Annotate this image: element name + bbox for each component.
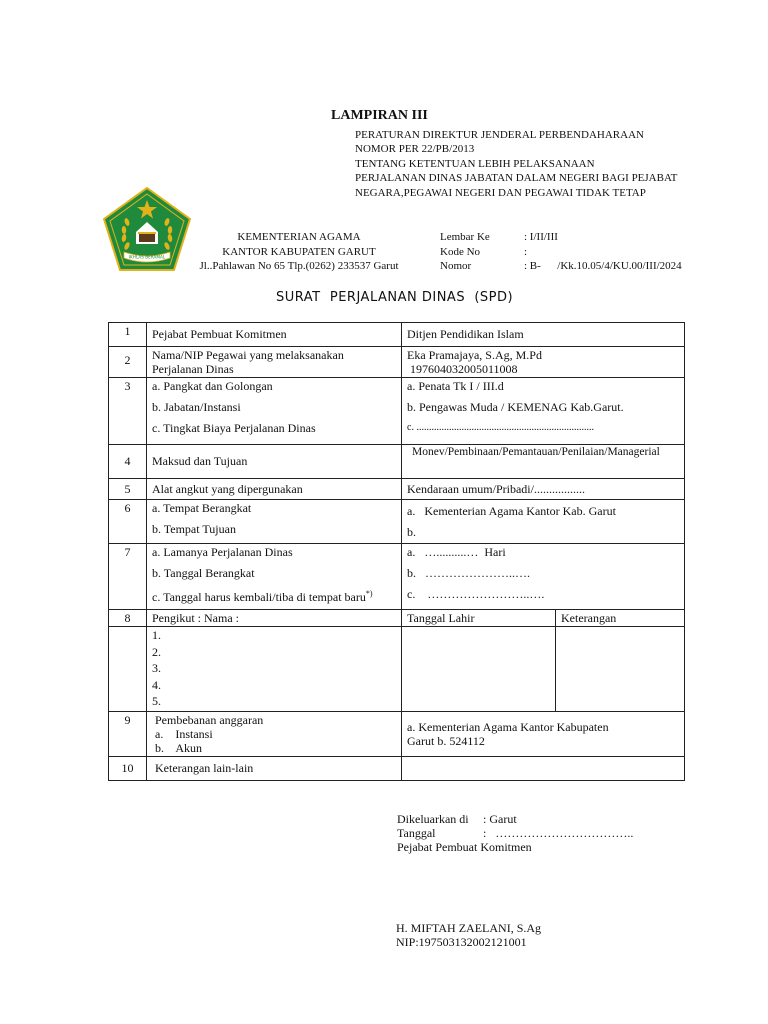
table-row	[109, 479, 685, 500]
table-row	[109, 323, 685, 347]
row-number: 5	[109, 479, 147, 500]
row-value: Kendaraan umum/Pribadi/.................	[402, 479, 685, 500]
signer-nip: NIP:197503132002121001	[396, 935, 527, 949]
regulation-line: NOMOR PER 22/PB/2013	[355, 143, 475, 156]
row-label	[147, 347, 402, 378]
label-text: c. Tanggal harus kembali/tiba di tempat baru	[152, 590, 366, 604]
label-line: b. Tempat Tujuan	[152, 522, 236, 536]
row-value	[402, 711, 685, 756]
label-line: b. Jabatan/Instansi	[152, 400, 241, 414]
issued-value: : ……………………………..	[483, 826, 634, 840]
institution-name: KEMENTERIAN AGAMA	[237, 231, 361, 243]
issued-row	[397, 826, 697, 840]
label-line: Nama/NIP Pegawai yang melaksanakan	[152, 348, 344, 362]
label-line: a. Instansi	[155, 726, 213, 741]
value-line: c. .......................................................................	[407, 422, 594, 433]
row-number: 1	[109, 323, 147, 347]
label-line: b. Tanggal Berangkat	[152, 566, 255, 580]
list-item: 5.	[152, 694, 161, 708]
birthdate-cell	[402, 627, 556, 712]
table-row	[109, 347, 685, 378]
regulation-line: PERJALANAN DINAS JABATAN DALAM NEGERI BAGI PEJABAT	[355, 172, 678, 185]
table-row	[109, 544, 685, 610]
table-row	[109, 610, 685, 627]
row-label: Keterangan lain-lain	[147, 756, 402, 780]
row-label	[147, 544, 402, 610]
value-line: a. …..........… Hari	[407, 545, 506, 559]
value-line: c. ……………………..….	[407, 587, 545, 601]
column-header: Tanggal Lahir	[402, 610, 556, 627]
ref-label: Kode No	[440, 245, 481, 258]
regulation-reference	[355, 128, 677, 200]
table-row	[109, 378, 685, 445]
label-line: Perjalanan Dinas	[152, 362, 234, 376]
value-line: a. Penata Tk I / III.d	[407, 379, 504, 393]
official-title: Pejabat Pembuat Komitmen	[397, 840, 532, 854]
row-number: 10	[109, 756, 147, 780]
table-row	[109, 445, 685, 479]
label-line: a. Pangkat dan Golongan	[152, 379, 273, 393]
issued-row	[397, 812, 697, 826]
label-line: a. Tempat Berangkat	[152, 501, 252, 515]
list-item: 4.	[152, 677, 161, 692]
row-value	[402, 347, 685, 378]
issued-label: Tanggal	[397, 826, 436, 840]
office-address: Jl..Pahlawan No 65 Tlp.(0262) 233537 Garut	[199, 260, 399, 272]
row-label	[147, 711, 402, 756]
table-row	[109, 711, 685, 756]
row-number: 9	[109, 711, 147, 756]
list-item: 2.	[152, 644, 161, 659]
row-number-empty	[109, 627, 147, 712]
employee-nip: 197604032005011008	[407, 362, 518, 376]
row-label	[147, 500, 402, 544]
signer-name: H. MIFTAH ZAELANI, S.Ag	[396, 921, 542, 935]
label-line	[152, 587, 396, 604]
row-value	[402, 378, 685, 445]
value-line: b. …………………..….	[407, 566, 530, 580]
institution-block	[192, 230, 406, 274]
svg-text:IKHLAS BERAMAL: IKHLAS BERAMAL	[128, 254, 166, 260]
regulation-line: TENTANG KETENTUAN LEBIH PELAKSANAAN	[355, 157, 595, 170]
value-line: b.	[407, 525, 416, 539]
lampiran-title: LAMPIRAN III	[331, 108, 428, 123]
ref-value: : B- /Kk.10.05/4/KU.00/III/2024	[524, 260, 682, 272]
ref-row	[440, 230, 740, 245]
regulation-line: PERATURAN DIREKTUR JENDERAL PERBENDAHARAAN	[355, 129, 644, 141]
row-label: Alat angkut yang dipergunakan	[147, 479, 402, 500]
list-item: 3.	[152, 661, 161, 675]
ref-value: : I/II/III	[524, 231, 558, 243]
row-number: 6	[109, 500, 147, 544]
spd-table	[108, 322, 685, 781]
issued-label: Dikeluarkan di	[397, 812, 469, 826]
ref-label: Lembar Ke	[440, 231, 490, 243]
value-line: b. Pengawas Muda / KEMENAG Kab.Garut.	[407, 400, 624, 414]
label-line: b. Akun	[155, 740, 203, 755]
row-label: Pejabat Pembuat Komitmen	[147, 323, 402, 347]
label-line: a. Lamanya Perjalanan Dinas	[152, 545, 293, 559]
table-row	[109, 756, 685, 780]
kemenag-logo	[102, 186, 192, 272]
office-name: KANTOR KABUPATEN GARUT	[222, 245, 376, 258]
label-line: Pembebanan anggaran	[155, 712, 264, 727]
row-value: Ditjen Pendidikan Islam	[402, 323, 685, 347]
row-label: Maksud dan Tujuan	[147, 445, 402, 479]
ref-row	[440, 245, 740, 260]
row-number: 7	[109, 544, 147, 610]
label-line: c. Tingkat Biaya Perjalanan Dinas	[152, 421, 316, 435]
remarks-cell	[556, 627, 685, 712]
signer-block	[396, 921, 541, 949]
row-value	[402, 500, 685, 544]
table-row	[109, 500, 685, 544]
value-line: Garut b. 524112	[407, 733, 485, 748]
row-value	[402, 756, 685, 780]
ref-row	[440, 259, 740, 274]
ref-label: Nomor	[440, 260, 472, 272]
row-number: 2	[109, 347, 147, 378]
value-line: a. Kementerian Agama Kantor Kabupaten	[407, 719, 609, 734]
row-value: Monev/Pembinaan/Pemantauan/Penilaian/Managerial	[402, 445, 685, 479]
table-row	[109, 627, 685, 712]
issued-value: : Garut	[483, 812, 517, 826]
issuance-block	[397, 812, 697, 854]
footnote-mark: *)	[365, 589, 373, 598]
employee-name: Eka Pramajaya, S.Ag, M.Pd	[407, 348, 542, 362]
list-item: 1.	[152, 628, 161, 642]
row-number: 3	[109, 378, 147, 445]
document-title: SURAT PERJALANAN DINAS (SPD)	[276, 290, 514, 305]
row-number: 8	[109, 610, 147, 627]
ref-value: :	[524, 245, 528, 258]
row-number: 4	[109, 445, 147, 479]
value-line: a. Kementerian Agama Kantor Kab. Garut	[407, 504, 616, 518]
document-refs	[440, 230, 740, 274]
row-label	[147, 378, 402, 445]
column-header: Keterangan	[556, 610, 685, 627]
row-value	[402, 544, 685, 610]
follower-list	[147, 627, 402, 712]
regulation-line: NEGARA,PEGAWAI NEGERI DAN PEGAWAI TIDAK TETAP	[355, 186, 646, 199]
row-label: Pengikut : Nama :	[147, 610, 402, 627]
